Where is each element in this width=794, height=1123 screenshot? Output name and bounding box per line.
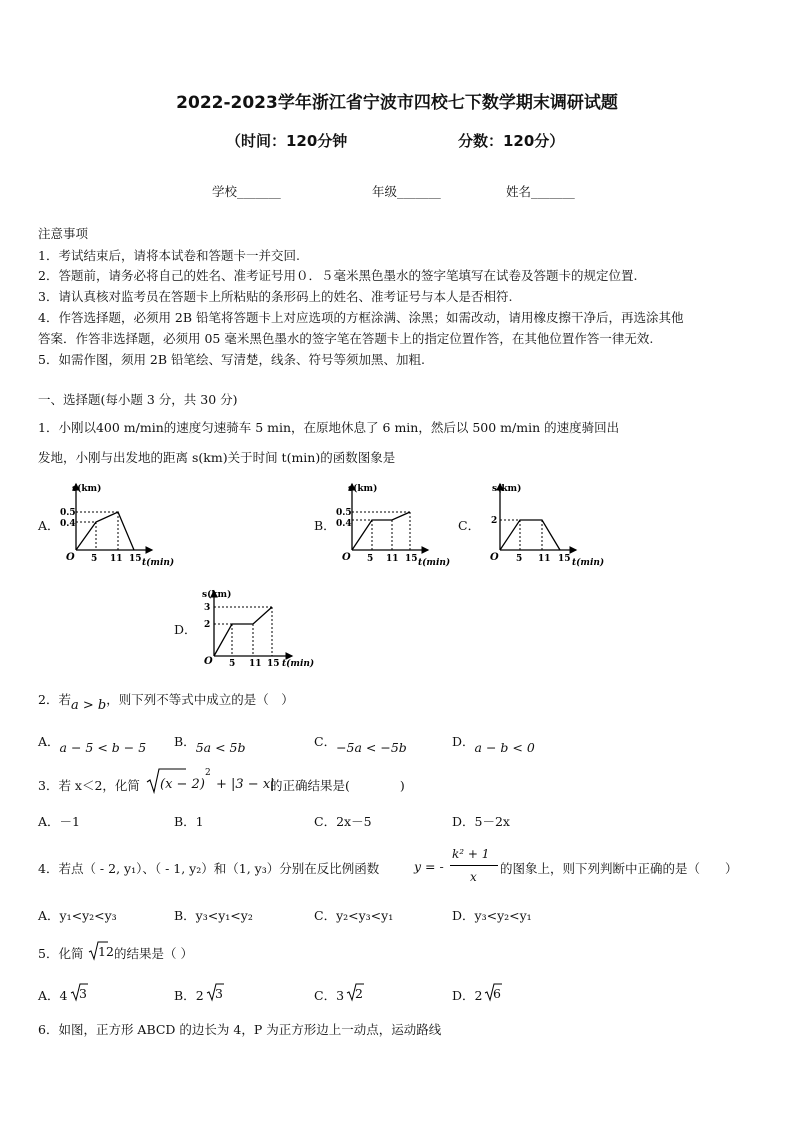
q4-denominator: x [470, 870, 477, 884]
q3-option-d: D．5－2x [452, 814, 510, 829]
q2-option-c: C．−5a < −5b [314, 734, 407, 755]
q2-condition: a > b [70, 698, 107, 713]
origin-label: O [204, 656, 213, 667]
q4-func-lhs: y = - [414, 859, 444, 874]
x-axis-label: t(min) [572, 558, 605, 568]
notice-heading: 注意事项 [38, 226, 89, 241]
q4-fraction-bar [450, 865, 498, 866]
grade-field: 年级_______ [372, 184, 441, 199]
tick-y: 0.5 [60, 508, 76, 518]
tick-x: 5 [516, 554, 523, 564]
q1-graph-b [336, 478, 456, 570]
tick-x: 15 [558, 554, 571, 564]
tick-x: 11 [538, 554, 551, 564]
q4-option-c: C．y₂<y₃<y₁ [314, 908, 394, 923]
origin-label: O [66, 552, 75, 563]
total-score: 分数：120分） [458, 132, 565, 150]
tick-x: 5 [229, 659, 236, 669]
q4-option-a: A．y₁<y₂<y₃ [38, 908, 117, 923]
q4-stem-pre: 4．若点（ - 2, y₁）、（ - 1, y₂）和（1, y₃）分别在反比例函数 [38, 861, 380, 876]
tick-x: 15 [129, 554, 142, 564]
tick-y: 0.4 [336, 519, 352, 529]
q4-stem-post: 的图象上，则下列判断中正确的是（ ） [500, 861, 738, 876]
tick-y: 0.4 [60, 519, 76, 529]
tick-x: 15 [267, 659, 280, 669]
notice-item: 4．作答选择题，必须用 2B 铅笔将答题卡上对应选项的方框涂满、涂黑；如需改动，请用橡皮擦干净后，再选涂其他 [38, 310, 684, 325]
q5-stem-post: 的结果是（ ） [114, 946, 193, 961]
notice-item: 3．请认真核对监考员在答题卡上所粘贴的条形码上的姓名、准考证号与本人是否相符. [38, 289, 513, 304]
x-axis-label: t(min) [142, 558, 175, 568]
q4-numerator: k² + 1 [452, 847, 490, 861]
notice-item: 2．答题前，请务必将自己的姓名、准考证号用０．５毫米黑色墨水的签字笔填写在试卷及答题卡的规定位置. [38, 268, 638, 283]
tick-y: 2 [491, 516, 498, 526]
q5-option-a: A．4 [38, 988, 68, 1003]
q1-graph-c [480, 478, 608, 570]
notice-item: 5．如需作图，须用 2B 铅笔绘、写清楚，线条、符号等须加黑、加粗. [38, 352, 426, 367]
section-heading: 一、选择题(每小题 3 分，共 30 分) [38, 392, 238, 407]
q5-option-d-radicand: 6 [493, 986, 501, 1001]
y-axis-label: s(km) [202, 590, 232, 600]
q2-stem-post: ，则下列不等式中成立的是（ ） [106, 692, 294, 707]
q5-option-c: C．3 [314, 988, 345, 1003]
q1-graph-d [196, 586, 320, 676]
tick-y: 3 [204, 603, 211, 613]
q3-option-c: C．2x－5 [314, 814, 372, 829]
q3-option-a: A．－1 [38, 814, 80, 829]
time-limit: （时间：120分钟 [226, 132, 348, 150]
q3-option-b: B．1 [174, 814, 204, 829]
tick-x: 11 [110, 554, 123, 564]
q2-stem [38, 690, 294, 713]
q5-option-c-radicand: 2 [355, 986, 363, 1001]
y-axis-label: s(km) [492, 484, 522, 494]
q5-option-d: D．2 [452, 988, 483, 1003]
origin-label: O [342, 552, 351, 563]
school-field: 学校_______ [212, 184, 281, 199]
tick-x: 5 [367, 554, 374, 564]
tick-x: 11 [386, 554, 399, 564]
q1-stem-line2: 发地，小刚与出发地的距离 s(km)关于时间 t(min)的函数图象是 [38, 450, 396, 465]
q2-option-a: A．a − 5 < b − 5 [38, 734, 147, 755]
q5-stem-pre: 5．化简 [38, 946, 84, 961]
q5-option-b: B．2 [174, 988, 204, 1003]
q6-stem: 6．如图，正方形 ABCD 的边长为 4，P 为正方形边上一动点，运动路线 [38, 1022, 442, 1037]
q1-graph-a [60, 478, 180, 570]
q3-abs: + |3 − x| [216, 777, 275, 792]
y-axis-label: s(km) [72, 484, 102, 494]
q5-radicand: 12 [98, 944, 114, 959]
q1-stem-line1: 1．小刚以400 m/min的速度匀速骑车 5 min，在原地休息了 6 min，然后以 500 m/min 的速度骑回出 [38, 420, 620, 435]
name-field: 姓名_______ [506, 184, 575, 199]
tick-x: 5 [91, 554, 98, 564]
y-axis-label: s(km) [348, 484, 378, 494]
q2-option-b: B．5a < 5b [174, 734, 246, 755]
q3-stem-post: 的正确结果是( ) [270, 778, 405, 793]
q5-option-b-radicand: 3 [215, 986, 223, 1001]
page-title: 2022-2023学年浙江省宁波市四校七下数学期末调研试题 [176, 93, 618, 113]
tick-y: 2 [204, 620, 211, 630]
x-axis-label: t(min) [282, 659, 315, 669]
notice-item: 答案．作答非选择题，必须用 05 毫米黑色墨水的签字笔在答题卡上的指定位置作答，在其他位置作答一律无效. [38, 331, 654, 346]
tick-y: 0.5 [336, 508, 352, 518]
origin-label: O [490, 552, 499, 563]
q4-option-b: B．y₃<y₁<y₂ [174, 908, 253, 923]
tick-x: 15 [405, 554, 418, 564]
q3-stem-pre: 3．若 x＜2，化简 [38, 778, 140, 793]
q1-option-d-label: D． [174, 622, 197, 637]
q1-option-c-label: C． [458, 518, 481, 533]
q4-option-d: D．y₃<y₂<y₁ [452, 908, 532, 923]
q2-option-d: D．a − b < 0 [452, 734, 535, 755]
notice-item: 1．考试结束后，请将本试卷和答题卡一并交回. [38, 248, 300, 263]
tick-x: 11 [249, 659, 262, 669]
q1-option-a-label: A． [38, 518, 60, 533]
q1-option-b-label: B． [314, 518, 336, 533]
q3-radicand: (x − 2) [160, 777, 205, 792]
q5-option-a-radicand: 3 [79, 986, 87, 1001]
x-axis-label: t(min) [418, 558, 451, 568]
q3-exponent: 2 [205, 768, 211, 778]
q2-stem-pre: 2．若 [38, 692, 71, 707]
